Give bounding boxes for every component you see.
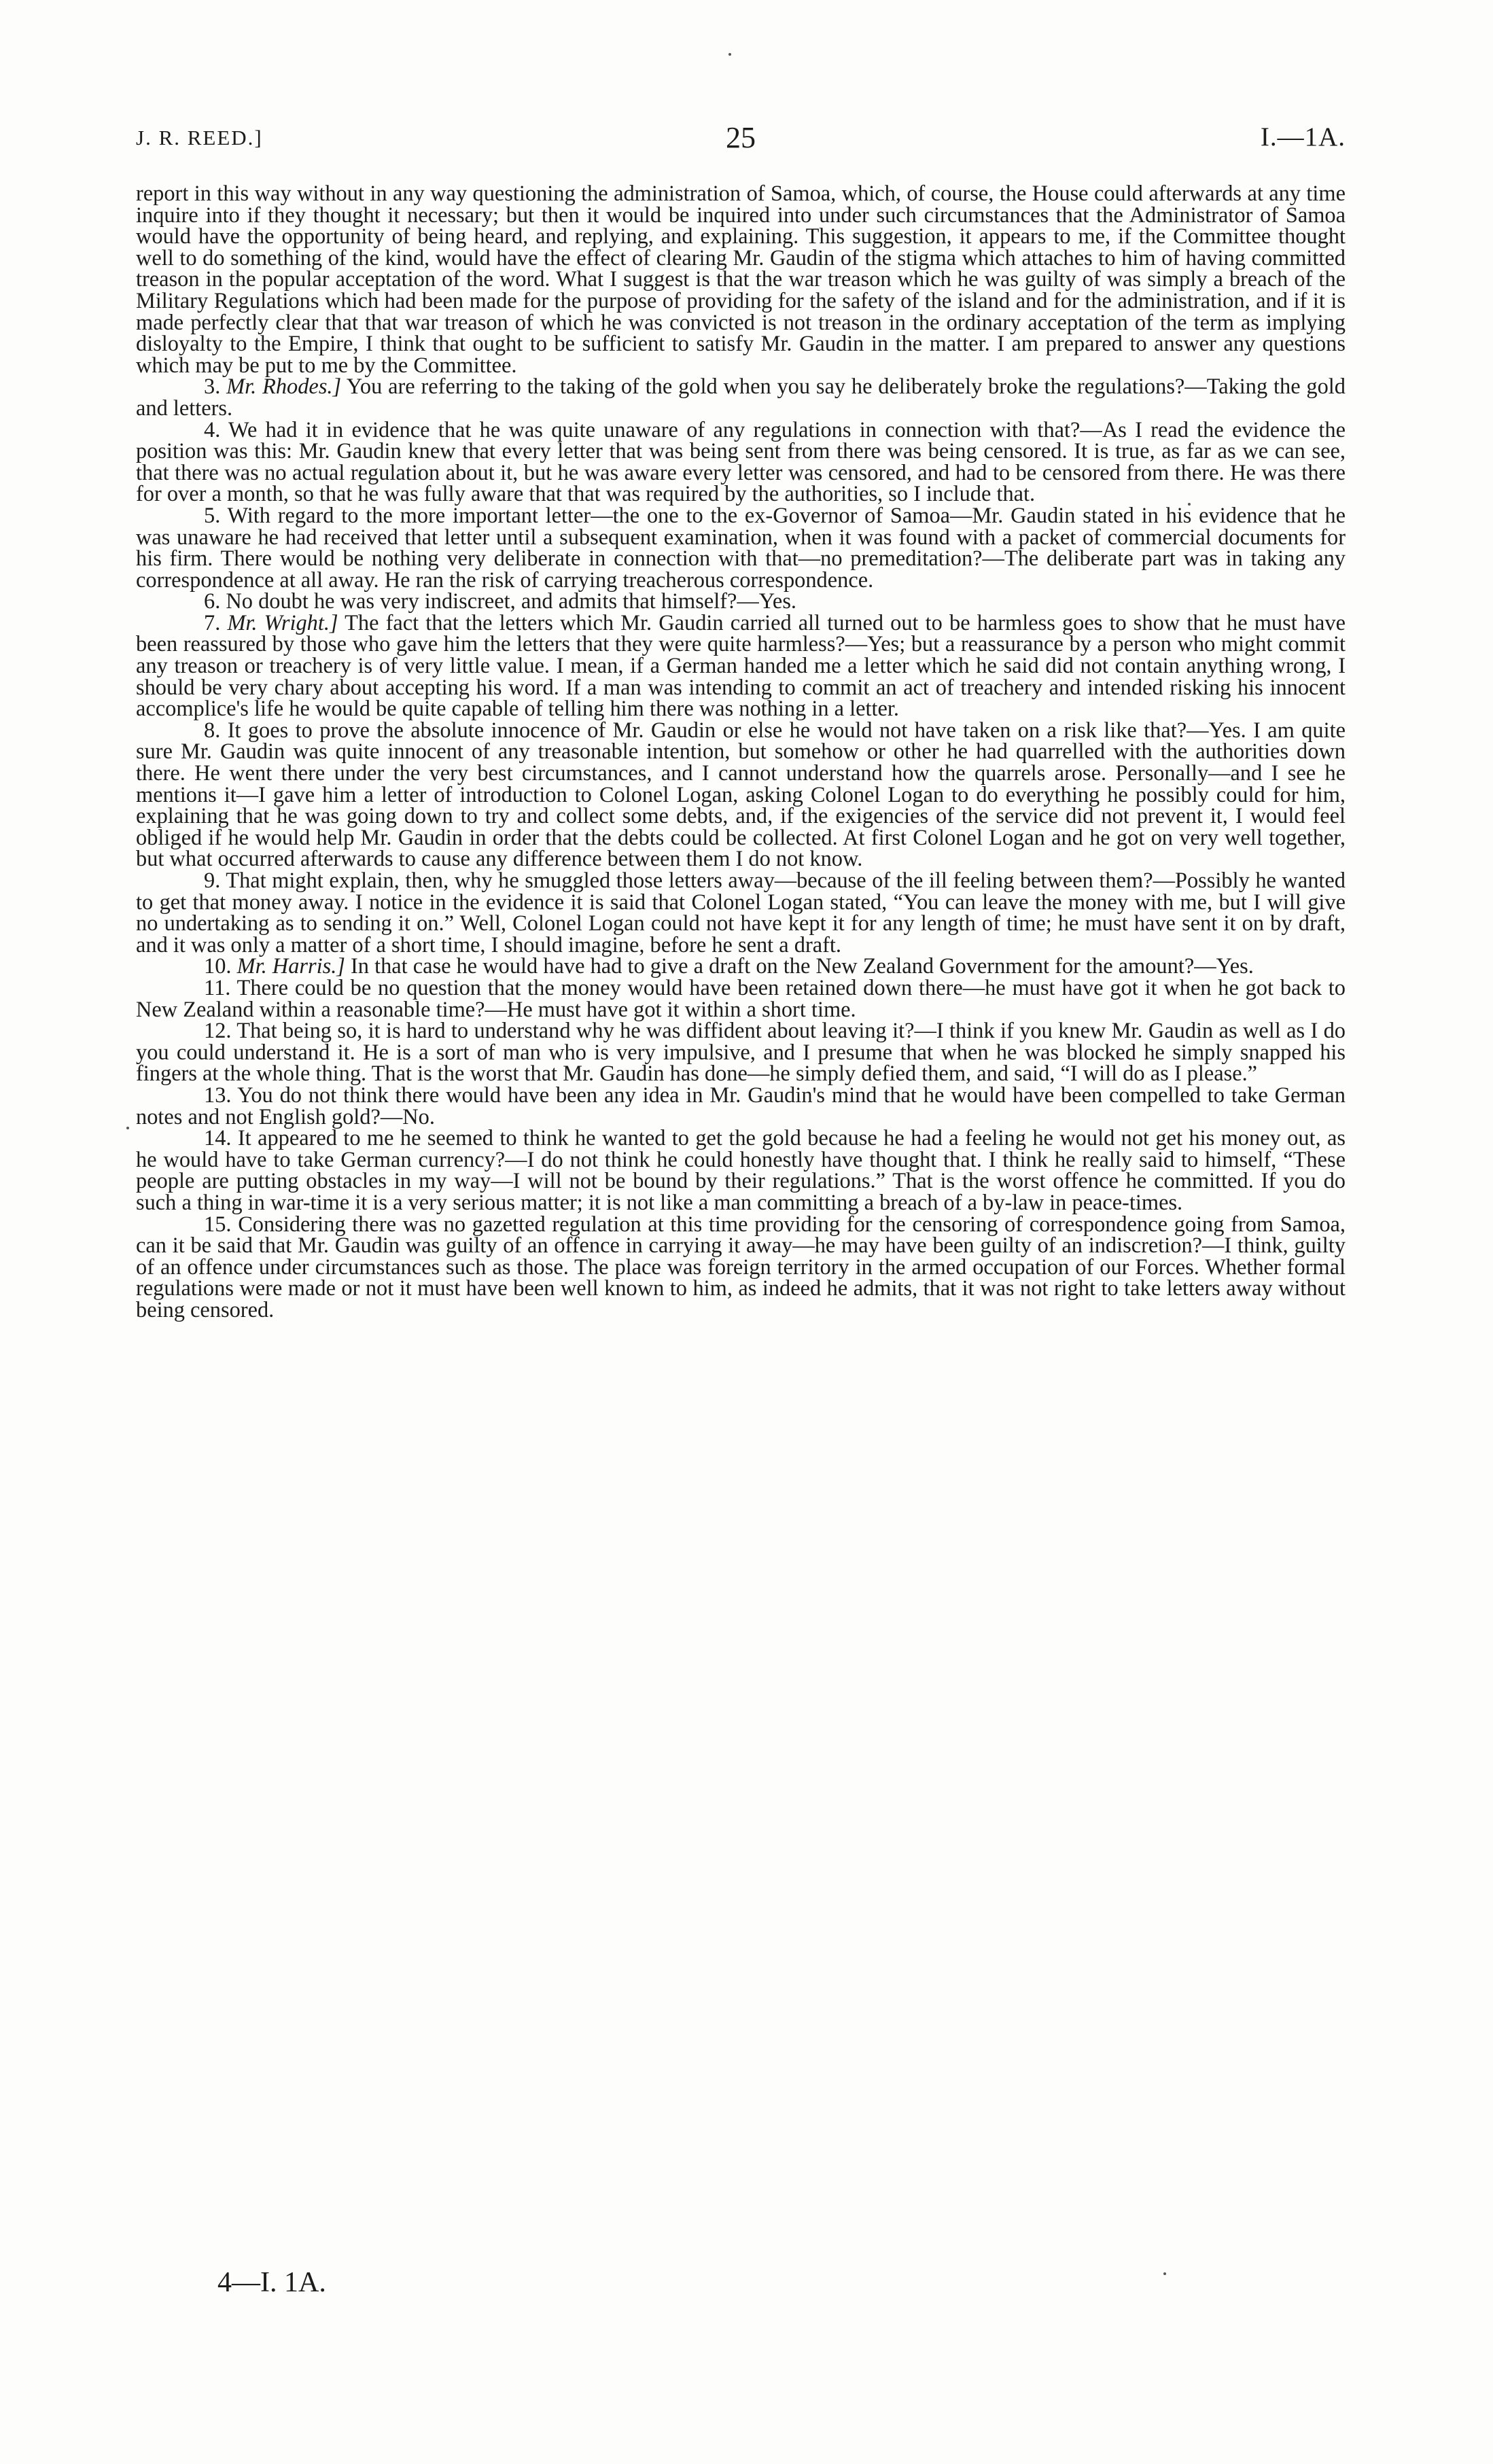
printer-signature: 4—I. 1A. xyxy=(217,2267,326,2298)
item-number: 15. xyxy=(204,1212,232,1237)
item-text: In that case he would have had to give a draft on the New Zealand Government for the amount?—Yes. xyxy=(351,954,1254,979)
evidence-item xyxy=(136,975,1346,1022)
item-number: 4. xyxy=(204,417,221,442)
item-text: The fact that the letters which Mr. Gaudin carried all turned out to be harmless goes to show that he must have been reassured by those who gave him the letters that they were quite harmless?—Yes; but a reassurance by a person who might commit any treason or treachery is of very little value. I mean, if a German handed me a letter which he said did not contain anything wrong, I should be very chary about accepting his word. If a man was intending to commit an act of treachery and intended risking his innocent accomplice's life he would be quite capable of telling him there was nothing in a letter. xyxy=(136,610,1346,722)
item-text: With regard to the more important letter—the one to the ex-Governor of Samoa—Mr. Gaudin stated in his evidence that he was unaware he had received that letter until a subsequent examination, when it was found with a packet of commercial documents for his firm. There would be nothing very deliberate in connection with that—no premeditation?—The deliberate part was in taking any correspondence at all away. He ran the risk of carrying treacherous correspondence. xyxy=(136,503,1346,593)
item-number: 13. xyxy=(204,1083,232,1108)
page-number: 25 xyxy=(726,121,756,154)
evidence-item xyxy=(136,591,1346,613)
item-number: 9. xyxy=(204,868,221,893)
header-paper-reference: I.—1A. xyxy=(1260,122,1346,152)
evidence-item xyxy=(136,1128,1346,1214)
evidence-item xyxy=(136,503,1346,593)
item-text: Considering there was no gazetted regulation at this time providing for the censoring of correspondence going from Samoa, can it be said that Mr. Gaudin was guilty of an offence in carrying it away—he may have been guilty of an indiscretion?—I think, guilty of an offence under circumstances such as those. The place was foreign territory in the armed occupation of our Forces. Whether formal regulations were made or not it must have been well known to him, as indeed he admits, that it was not right to take letters away without being censored. xyxy=(136,1212,1346,1322)
item-text: It goes to prove the absolute innocence of Mr. Gaudin or else he would not have taken on a risk like that?—Yes. I am quite sure Mr. Gaudin was quite innocent of any treasonable intention, but somehow or other he had quarrelled with the authorities down there. He went there under the very best circumstances, and I cannot understand how the quarrels arose. Personally—and I see he mentions it—I gave him a letter of introduction to Colonel Logan, asking Colonel Logan to do everything he possibly could for him, explaining that he was going down to try and collect some debts, and, if the exigencies of the service did not prevent it, I would feel obliged if he would help Mr. Gaudin in order that the debts could be collected. At first Colonel Logan and he got on very well together, but what occurred afterwards to cause any difference between them I do not know. xyxy=(136,718,1346,872)
item-text: No doubt he was very indiscreet, and admits that himself?—Yes. xyxy=(226,589,797,614)
item-text: We had it in evidence that he was quite unaware of any regulations in connection with that?—As I read the evidence the position was this: Mr. Gaudin knew that every letter that was being sent from there was being censored. It is true, as far as we can see, that there was no actual regulation about it, but he was aware every letter was censored, and had to be censored from there. He was there for over a month, so that he was fully aware that that was required by the authorities, so I include that. xyxy=(136,417,1346,507)
item-number: 3. xyxy=(204,374,221,400)
item-speaker: Mr. Wright.] xyxy=(227,610,338,635)
item-number: 6. xyxy=(204,589,221,614)
item-number: 8. xyxy=(204,718,221,743)
evidence-body xyxy=(136,183,1346,1321)
item-number: 14. xyxy=(204,1126,232,1151)
item-text: It appeared to me he seemed to think he wanted to get the gold because he had a feeling he would not get his money out, as he would have to take German currency?—I do not think he could honestly have thought that. I think he really said to himself, “These people are putting obstacles in my way—I will not be bound by their regulations.” That is the worst offence he committed. If you do such a thing in war-time it is a very serious matter; it is not like a man committing a breach of a by-law in peace-times. xyxy=(136,1126,1346,1215)
item-text: That might explain, then, why he smuggled those letters away—because of the ill feeling between them?—Possibly he wanted to get that money away. I notice in the evidence it is said that Colonel Logan stated, “You can leave the money with me, but I will give no undertaking as to sending it on.” Well, Colonel Logan could not have kept it for any length of time; he must have sent it on by draft, and it was only a matter of a short time, I should imagine, before he sent a draft. xyxy=(136,868,1346,957)
item-number: 5. xyxy=(204,503,221,528)
scan-speck xyxy=(1163,2272,1166,2275)
intro-paragraph: report in this way without in any way questioning the administration of Samoa, which, of course, the House could afterwards at any time inquire into if they thought it necessary; but then it would be inquired into under such circumstances that the Administrator of Samoa would have the opportunity of being heard, and replying, and explaining. This suggestion, it appears to me, if the Committee thought well to do something of the kind, would have the effect of clearing Mr. Gaudin of the stigma which attaches to him of having committed treason in the popular acceptation of the word. What I suggest is that the war treason which he was guilty of was simply a breach of the Military Regulations which had been made for the purpose of providing for the safety of the island and for the administration, and if it is made perfectly clear that that war treason of which he was convicted is not treason in the ordinary acceptation of the term as implying disloyalty to the Empire, I think that ought to be sufficient to satisfy Mr. Gaudin in the matter. I am prepared to answer any questions which may be put to me by the Committee. xyxy=(136,181,1346,378)
evidence-item xyxy=(136,1085,1346,1128)
evidence-item xyxy=(136,956,1346,978)
evidence-item xyxy=(136,417,1346,507)
header-witness-name: J. R. REED.] xyxy=(136,126,263,149)
item-speaker: Mr. Harris.] xyxy=(236,954,345,979)
evidence-item xyxy=(136,610,1346,722)
item-number: 11. xyxy=(204,975,231,1000)
item-text: There could be no question that the money would have been retained down there—he must have got it when he got back to New Zealand within a reasonable time?—He must have got it within a short time. xyxy=(136,975,1346,1022)
item-text: That being so, it is hard to understand why he was diffident about leaving it?—I think if you knew Mr. Gaudin as well as I do you could understand it. He is a sort of man who is very impulsive, and I presume that when he was blocked he simply snapped his fingers at the whole thing. That is the worst that Mr. Gaudin has done—he simply defied them, and said, “I will do as I please.” xyxy=(136,1019,1346,1087)
scan-speck xyxy=(728,53,731,56)
evidence-item xyxy=(136,376,1346,419)
item-number: 12. xyxy=(204,1019,232,1044)
scan-speck xyxy=(126,1127,129,1129)
item-text: You do not think there would have been any idea in Mr. Gaudin's mind that he would have been compelled to take German notes and not English gold?—No. xyxy=(136,1083,1346,1129)
page-header xyxy=(136,121,1346,166)
item-text: You are referring to the taking of the gold when you say he deliberately broke the regulations?—Taking the gold and letters. xyxy=(136,374,1346,421)
item-number: 7. xyxy=(204,610,221,635)
item-number: 10. xyxy=(204,954,232,979)
evidence-item xyxy=(136,720,1346,870)
evidence-item xyxy=(136,870,1346,956)
item-speaker: Mr. Rhodes.] xyxy=(226,374,342,400)
evidence-item xyxy=(136,1214,1346,1322)
evidence-item xyxy=(136,1021,1346,1085)
evidence-items xyxy=(136,376,1346,1321)
